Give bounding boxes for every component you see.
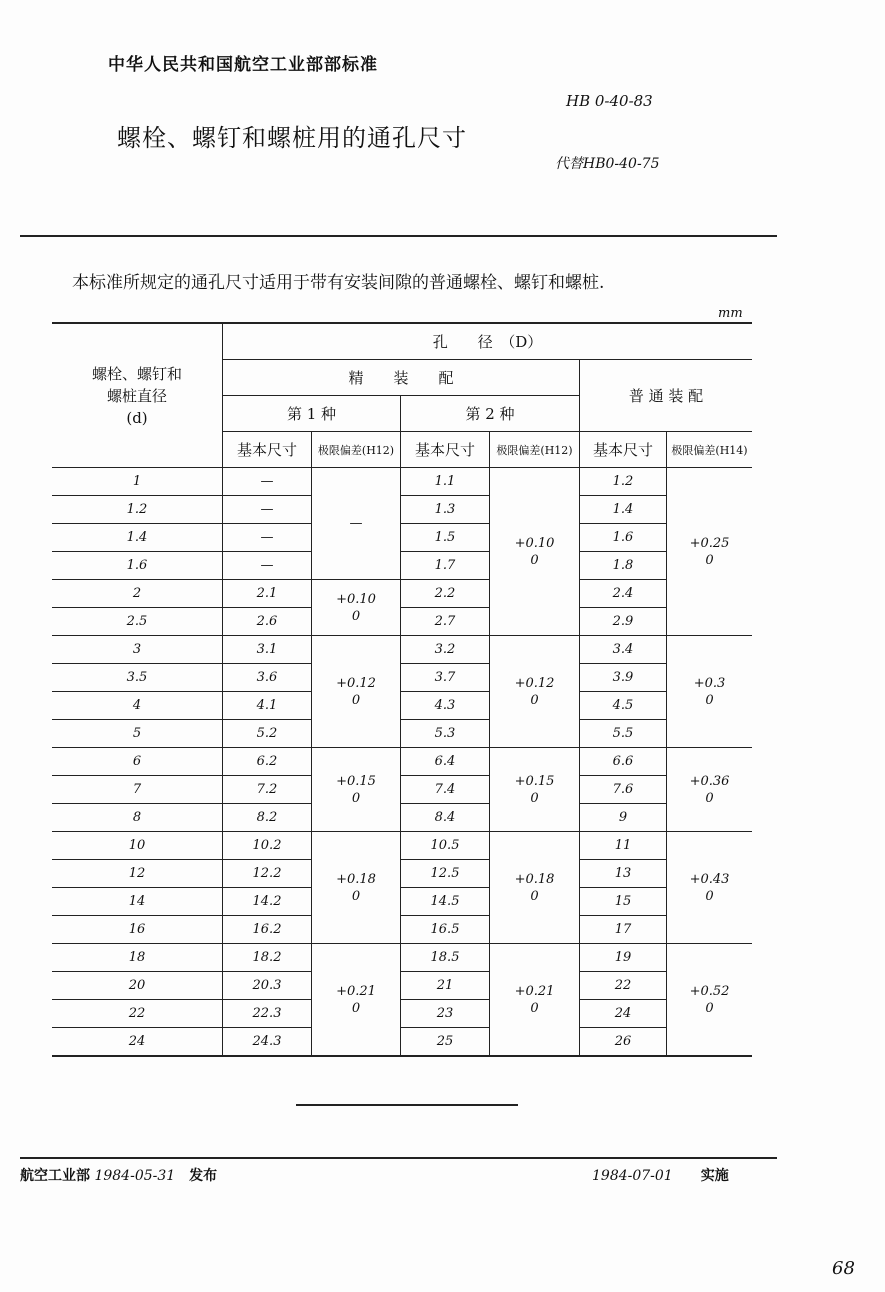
kind1-basic-size: 8.2 <box>223 804 312 832</box>
header-tol-1: 极限偏差(H12) <box>312 432 401 468</box>
kind1-basic-size: 20.3 <box>223 972 312 1000</box>
kind2-basic-size: 7.4 <box>401 776 490 804</box>
table-row <box>52 944 752 972</box>
kind2-basic-size: 3.7 <box>401 664 490 692</box>
bolt-diameter: 4 <box>52 692 223 720</box>
replaces-code: 代替HB0-40-75 <box>555 156 660 172</box>
normal-basic-size: 5.5 <box>580 720 667 748</box>
normal-tolerance: +0.25 0 <box>667 468 753 636</box>
header-divider <box>20 235 777 237</box>
normal-basic-size: 17 <box>580 916 667 944</box>
bolt-diameter: 7 <box>52 776 223 804</box>
kind2-basic-size: 23 <box>401 1000 490 1028</box>
kind2-basic-size: 8.4 <box>401 804 490 832</box>
normal-basic-size: 3.4 <box>580 636 667 664</box>
kind1-tolerance: +0.15 0 <box>312 748 401 832</box>
table-row <box>52 748 752 776</box>
table-row <box>52 972 752 1000</box>
normal-tolerance: +0.36 0 <box>667 748 753 832</box>
kind1-basic-size: 3.6 <box>223 664 312 692</box>
table-row <box>52 860 752 888</box>
kind1-basic-size: — <box>223 524 312 552</box>
kind2-basic-size: 25 <box>401 1028 490 1057</box>
kind1-basic-size: 14.2 <box>223 888 312 916</box>
header-fine-fit: 精 装 配 <box>223 360 580 396</box>
hole-size-table <box>52 322 752 1057</box>
normal-basic-size: 1.6 <box>580 524 667 552</box>
normal-basic-size: 15 <box>580 888 667 916</box>
kind2-basic-size: 16.5 <box>401 916 490 944</box>
bolt-diameter: 1 <box>52 468 223 496</box>
normal-basic-size: 26 <box>580 1028 667 1057</box>
normal-basic-size: 1.8 <box>580 552 667 580</box>
kind1-basic-size: 7.2 <box>223 776 312 804</box>
kind1-basic-size: 16.2 <box>223 916 312 944</box>
kind2-basic-size: 3.2 <box>401 636 490 664</box>
header-hole-diameter: 孔 径 （D） <box>223 323 753 360</box>
table-row <box>52 608 752 636</box>
table-row <box>52 720 752 748</box>
kind2-basic-size: 1.7 <box>401 552 490 580</box>
kind1-basic-size: 22.3 <box>223 1000 312 1028</box>
kind1-basic-size: 6.2 <box>223 748 312 776</box>
header-basic-3: 基本尺寸 <box>580 432 667 468</box>
kind2-basic-size: 12.5 <box>401 860 490 888</box>
normal-tolerance: +0.43 0 <box>667 832 753 944</box>
bolt-diameter: 22 <box>52 1000 223 1028</box>
header-tol-3: 极限偏差(H14) <box>667 432 753 468</box>
kind1-basic-size: 12.2 <box>223 860 312 888</box>
table-row <box>52 468 752 496</box>
table-row <box>52 888 752 916</box>
bolt-diameter: 1.2 <box>52 496 223 524</box>
kind2-basic-size: 5.3 <box>401 720 490 748</box>
table-row <box>52 916 752 944</box>
kind1-basic-size: — <box>223 496 312 524</box>
unit-label: mm <box>718 306 743 321</box>
normal-basic-size: 24 <box>580 1000 667 1028</box>
kind1-basic-size: 2.6 <box>223 608 312 636</box>
footer-divider <box>20 1157 777 1159</box>
kind1-basic-size: 2.1 <box>223 580 312 608</box>
kind2-tolerance: +0.12 0 <box>490 636 580 748</box>
table-row <box>52 804 752 832</box>
normal-basic-size: 3.9 <box>580 664 667 692</box>
effective-date: 1984-07-01 <box>592 1168 673 1184</box>
header-basic-2: 基本尺寸 <box>401 432 490 468</box>
kind2-tolerance: +0.18 0 <box>490 832 580 944</box>
table-row <box>52 1028 752 1057</box>
kind1-basic-size: 10.2 <box>223 832 312 860</box>
table-row <box>52 524 752 552</box>
kind1-basic-size: 4.1 <box>223 692 312 720</box>
bolt-diameter: 20 <box>52 972 223 1000</box>
kind2-tolerance: +0.21 0 <box>490 944 580 1057</box>
issue-label: 发布 <box>189 1168 218 1184</box>
document-title: 螺栓、螺钉和螺桩用的通孔尺寸 <box>117 124 467 152</box>
bolt-diameter: 3.5 <box>52 664 223 692</box>
issuer: 航空工业部 <box>20 1168 90 1184</box>
kind1-basic-size: — <box>223 468 312 496</box>
organization: 中华人民共和国航空工业部部标准 <box>108 55 378 75</box>
kind1-tolerance: +0.10 0 <box>312 580 401 636</box>
kind1-basic-size: 18.2 <box>223 944 312 972</box>
intro-text: 本标准所规定的通孔尺寸适用于带有安装间隙的普通螺栓、螺钉和螺桩. <box>72 273 605 293</box>
table-row <box>52 776 752 804</box>
bolt-diameter: 8 <box>52 804 223 832</box>
table-row <box>52 832 752 860</box>
normal-basic-size: 6.6 <box>580 748 667 776</box>
normal-basic-size: 1.4 <box>580 496 667 524</box>
bolt-diameter: 14 <box>52 888 223 916</box>
kind2-basic-size: 1.5 <box>401 524 490 552</box>
page-number: 68 <box>832 1258 855 1279</box>
normal-basic-size: 4.5 <box>580 692 667 720</box>
bolt-diameter: 1.6 <box>52 552 223 580</box>
issue-info <box>20 1165 217 1185</box>
bolt-diameter: 10 <box>52 832 223 860</box>
bolt-diameter: 12 <box>52 860 223 888</box>
table-row <box>52 496 752 524</box>
kind1-tolerance: — <box>312 468 401 580</box>
bolt-diameter: 2 <box>52 580 223 608</box>
kind1-tolerance: +0.21 0 <box>312 944 401 1057</box>
kind2-basic-size: 21 <box>401 972 490 1000</box>
standard-code: HB 0-40-83 <box>566 92 653 110</box>
issue-date: 1984-05-31 <box>94 1168 176 1184</box>
normal-basic-size: 13 <box>580 860 667 888</box>
kind2-basic-size: 2.2 <box>401 580 490 608</box>
effective-label: 实施 <box>700 1168 729 1184</box>
bolt-diameter: 5 <box>52 720 223 748</box>
bolt-diameter: 6 <box>52 748 223 776</box>
kind2-basic-size: 18.5 <box>401 944 490 972</box>
header-normal-fit: 普 通 装 配 <box>580 360 753 432</box>
table-row <box>52 552 752 580</box>
kind2-basic-size: 1.3 <box>401 496 490 524</box>
header-diameter: 螺栓、螺钉和 螺桩直径 (d) <box>52 323 223 468</box>
header-basic-1: 基本尺寸 <box>223 432 312 468</box>
kind2-basic-size: 10.5 <box>401 832 490 860</box>
table-row <box>52 692 752 720</box>
end-rule <box>296 1104 518 1106</box>
bolt-diameter: 2.5 <box>52 608 223 636</box>
bolt-diameter: 16 <box>52 916 223 944</box>
kind1-basic-size: 3.1 <box>223 636 312 664</box>
normal-tolerance: +0.52 0 <box>667 944 753 1057</box>
header-tol-2: 极限偏差(H12) <box>490 432 580 468</box>
effective-info <box>592 1165 729 1185</box>
bolt-diameter: 18 <box>52 944 223 972</box>
normal-tolerance: +0.3 0 <box>667 636 753 748</box>
table-row <box>52 580 752 608</box>
normal-basic-size: 11 <box>580 832 667 860</box>
normal-basic-size: 19 <box>580 944 667 972</box>
kind1-tolerance: +0.12 0 <box>312 636 401 748</box>
table-row <box>52 664 752 692</box>
normal-basic-size: 9 <box>580 804 667 832</box>
kind1-tolerance: +0.18 0 <box>312 832 401 944</box>
normal-basic-size: 22 <box>580 972 667 1000</box>
kind2-basic-size: 14.5 <box>401 888 490 916</box>
normal-basic-size: 2.9 <box>580 608 667 636</box>
kind2-basic-size: 2.7 <box>401 608 490 636</box>
table-row <box>52 1000 752 1028</box>
table-row <box>52 636 752 664</box>
kind1-basic-size: 24.3 <box>223 1028 312 1057</box>
header-kind-2: 第 2 种 <box>401 396 580 432</box>
normal-basic-size: 1.2 <box>580 468 667 496</box>
kind1-basic-size: 5.2 <box>223 720 312 748</box>
kind2-basic-size: 4.3 <box>401 692 490 720</box>
header-kind-1: 第 1 种 <box>223 396 401 432</box>
kind2-basic-size: 1.1 <box>401 468 490 496</box>
bolt-diameter: 3 <box>52 636 223 664</box>
kind2-basic-size: 6.4 <box>401 748 490 776</box>
bolt-diameter: 24 <box>52 1028 223 1057</box>
kind1-basic-size: — <box>223 552 312 580</box>
normal-basic-size: 7.6 <box>580 776 667 804</box>
normal-basic-size: 2.4 <box>580 580 667 608</box>
kind2-tolerance: +0.15 0 <box>490 748 580 832</box>
kind2-tolerance: +0.10 0 <box>490 468 580 636</box>
bolt-diameter: 1.4 <box>52 524 223 552</box>
